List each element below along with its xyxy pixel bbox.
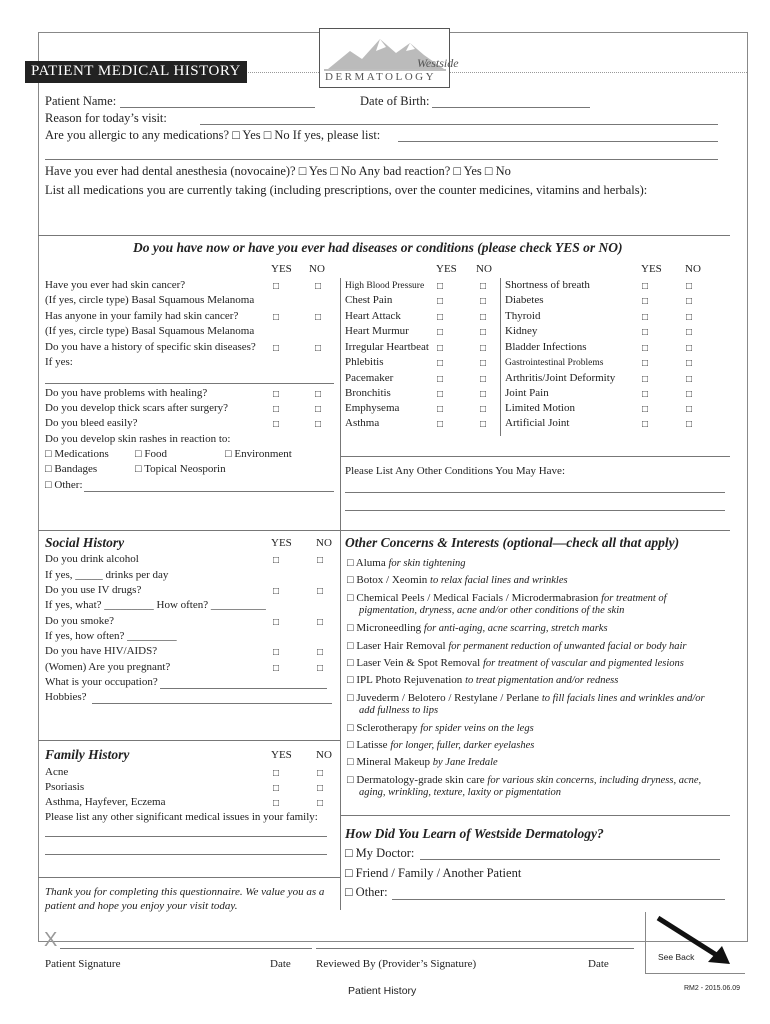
social-item: (Women) Are you pregnant? bbox=[45, 661, 171, 673]
yes-checkbox[interactable]: □ bbox=[437, 296, 444, 307]
medications-label: List all medications you are currently taking (including prescriptions, over the counter medicines, vitamins and herbals): bbox=[45, 183, 648, 197]
condition-label: Gastrointestinal Problems bbox=[505, 358, 604, 368]
no-checkbox[interactable]: □ bbox=[686, 389, 693, 400]
no-checkbox[interactable]: □ bbox=[480, 343, 487, 354]
concern-option[interactable]: □ Botox / Xeomin to relax facial lines and wrinkles bbox=[347, 574, 568, 586]
reason-label: Reason for today’s visit: bbox=[45, 111, 167, 125]
family-item: Please list any other significant medical issues in your family: bbox=[45, 811, 318, 823]
footer-title: Patient History bbox=[348, 985, 417, 997]
yes-checkbox[interactable]: □ bbox=[642, 296, 649, 307]
learn-heading: How Did You Learn of Westside Dermatology? bbox=[345, 826, 604, 841]
condition-label: High Blood Pressure bbox=[345, 281, 425, 291]
learn-option[interactable]: □ Friend / Family / Another Patient bbox=[345, 866, 522, 880]
doctor-field[interactable] bbox=[420, 859, 720, 860]
dob-field[interactable] bbox=[432, 107, 590, 108]
condition-label: Thyroid bbox=[505, 310, 541, 322]
disease-q: Do you have problems with healing? bbox=[45, 387, 208, 399]
condition-label: Heart Attack bbox=[345, 310, 401, 322]
no-checkbox[interactable]: □ bbox=[317, 783, 324, 794]
rash-other-field[interactable] bbox=[84, 491, 334, 492]
condition-label: Diabetes bbox=[505, 294, 544, 306]
diseases-heading: Do you have now or have you ever had diseases or conditions (please check YES or NO) bbox=[133, 240, 623, 255]
yes-header: YES bbox=[271, 263, 292, 275]
signature-x: X bbox=[44, 929, 58, 951]
yes-checkbox[interactable]: □ bbox=[642, 343, 649, 354]
no-checkbox[interactable]: □ bbox=[480, 312, 487, 323]
yes-checkbox[interactable]: □ bbox=[437, 343, 444, 354]
social-item: If yes, how often? _________ bbox=[45, 630, 177, 642]
occupation-field[interactable] bbox=[160, 688, 327, 689]
yes-checkbox[interactable]: □ bbox=[273, 281, 280, 292]
no-checkbox[interactable]: □ bbox=[317, 555, 324, 566]
condition-label: Kidney bbox=[505, 325, 538, 337]
concern-option[interactable]: □ Laser Vein & Spot Removal for treatment of vascular and pigmented lesions bbox=[347, 657, 684, 669]
concern-option[interactable]: □ Chemical Peels / Medical Facials / Microdermabrasion for treatment of bbox=[347, 592, 667, 604]
no-checkbox[interactable]: □ bbox=[480, 296, 487, 307]
no-checkbox[interactable]: □ bbox=[480, 419, 487, 430]
concern-option[interactable]: □ Aluma for skin tightening bbox=[347, 557, 466, 569]
no-checkbox[interactable]: □ bbox=[480, 358, 487, 369]
yes-checkbox[interactable]: □ bbox=[273, 419, 280, 430]
social-item: What is your occupation? bbox=[45, 676, 158, 688]
no-header: NO bbox=[476, 263, 492, 275]
yes-checkbox[interactable]: □ bbox=[642, 389, 649, 400]
disease-q: Do you bleed easily? bbox=[45, 417, 138, 429]
page-title: PATIENT MEDICAL HISTORY bbox=[25, 61, 247, 83]
no-checkbox[interactable]: □ bbox=[686, 374, 693, 385]
section-divider bbox=[38, 235, 730, 236]
section-divider bbox=[340, 815, 730, 816]
condition-label: Irregular Heartbeat bbox=[345, 341, 429, 353]
social-history-heading: Social History bbox=[45, 535, 125, 550]
concern-desc: pigmentation, dryness, acne and/or other conditions of the skin bbox=[359, 605, 625, 616]
family-issues-field[interactable] bbox=[45, 854, 327, 855]
no-checkbox[interactable]: □ bbox=[686, 296, 693, 307]
family-item: Acne bbox=[45, 766, 69, 778]
condition-label: Arthritis/Joint Deformity bbox=[505, 372, 616, 384]
rash-option[interactable]: □ Other: bbox=[45, 479, 83, 491]
no-header: NO bbox=[685, 263, 701, 275]
yes-checkbox[interactable]: □ bbox=[273, 586, 280, 597]
yes-checkbox[interactable]: □ bbox=[437, 389, 444, 400]
no-checkbox[interactable]: □ bbox=[317, 798, 324, 809]
learn-option[interactable]: □ Other: bbox=[345, 885, 388, 899]
no-checkbox[interactable]: □ bbox=[686, 358, 693, 369]
condition-label: Chest Pain bbox=[345, 294, 393, 306]
condition-label: Pacemaker bbox=[345, 372, 394, 384]
yes-checkbox[interactable]: □ bbox=[273, 798, 280, 809]
concerns-heading: Other Concerns & Interests (optional—check all that apply) bbox=[345, 535, 680, 550]
no-checkbox[interactable]: □ bbox=[315, 281, 322, 292]
no-checkbox[interactable]: □ bbox=[315, 389, 322, 400]
disease-q: Do you have a history of specific skin diseases? bbox=[45, 341, 256, 353]
no-checkbox[interactable]: □ bbox=[480, 404, 487, 415]
no-header: NO bbox=[309, 263, 325, 275]
concern-option[interactable]: □ Microneedling for anti-aging, acne scarring, stretch marks bbox=[347, 622, 608, 634]
condition-label: Phlebitis bbox=[345, 356, 384, 368]
no-header: NO bbox=[316, 749, 332, 761]
patient-name-field[interactable] bbox=[120, 107, 315, 108]
no-checkbox[interactable]: □ bbox=[686, 281, 693, 292]
condition-label: Artificial Joint bbox=[505, 417, 570, 429]
hobbies-field[interactable] bbox=[92, 703, 332, 704]
no-checkbox[interactable]: □ bbox=[317, 647, 324, 658]
no-header: NO bbox=[316, 537, 332, 549]
concern-desc: add fullness to lips bbox=[359, 705, 439, 716]
yes-checkbox[interactable]: □ bbox=[437, 327, 444, 338]
thanks-text: Thank you for completing this questionnaire. We value you as a bbox=[45, 886, 325, 898]
yes-checkbox[interactable]: □ bbox=[642, 281, 649, 292]
yes-checkbox[interactable]: □ bbox=[642, 358, 649, 369]
learn-option[interactable]: □ My Doctor: bbox=[345, 846, 415, 860]
yes-checkbox[interactable]: □ bbox=[273, 768, 280, 779]
other-source-field[interactable] bbox=[392, 899, 725, 900]
no-checkbox[interactable]: □ bbox=[315, 404, 322, 415]
condition-label: Joint Pain bbox=[505, 387, 549, 399]
yes-header: YES bbox=[641, 263, 662, 275]
logo-name: Westside bbox=[417, 56, 459, 70]
yes-checkbox[interactable]: □ bbox=[273, 389, 280, 400]
disease-q: Has anyone in your family had skin cancer? bbox=[45, 310, 239, 322]
rash-option[interactable]: □ Medications bbox=[45, 448, 109, 460]
no-checkbox[interactable]: □ bbox=[315, 419, 322, 430]
rash-option[interactable]: □ Topical Neosporin bbox=[135, 463, 226, 475]
logo-subtitle: DERMATOLOGY bbox=[325, 71, 437, 83]
column-divider bbox=[340, 530, 341, 910]
yes-checkbox[interactable]: □ bbox=[273, 404, 280, 415]
concern-option[interactable]: □ Mineral Makeup by Jane Iredale bbox=[347, 756, 498, 768]
no-checkbox[interactable]: □ bbox=[686, 404, 693, 415]
yes-checkbox[interactable]: □ bbox=[437, 312, 444, 323]
concern-desc: aging, wrinkling, texture, laxity or pigmentation bbox=[359, 787, 562, 798]
dob-label: Date of Birth: bbox=[360, 94, 430, 108]
yes-checkbox[interactable]: □ bbox=[642, 312, 649, 323]
yes-checkbox[interactable]: □ bbox=[273, 343, 280, 354]
yes-checkbox[interactable]: □ bbox=[437, 358, 444, 369]
allergy-field[interactable] bbox=[398, 141, 718, 142]
skin-disease-field[interactable] bbox=[45, 383, 334, 384]
rash-option[interactable]: □ Environment bbox=[225, 448, 292, 460]
section-divider bbox=[38, 877, 340, 878]
social-item: Do you smoke? bbox=[45, 615, 115, 627]
concern-option[interactable]: □ IPL Photo Rejuvenation to treat pigmentation and/or redness bbox=[347, 674, 619, 686]
no-checkbox[interactable]: □ bbox=[480, 374, 487, 385]
no-checkbox[interactable]: □ bbox=[317, 617, 324, 628]
disease-q: (If yes, circle type) Basal Squamous Melanoma bbox=[45, 325, 255, 337]
header-divider bbox=[232, 72, 747, 73]
date-label: Date bbox=[270, 958, 291, 970]
concern-option[interactable]: □ Laser Hair Removal for permanent reduction of unwanted facial or body hair bbox=[347, 640, 687, 652]
section-divider bbox=[38, 740, 340, 741]
yes-checkbox[interactable]: □ bbox=[437, 374, 444, 385]
disease-q: Have you ever had skin cancer? bbox=[45, 279, 186, 291]
column-divider bbox=[500, 278, 501, 436]
condition-label: Emphysema bbox=[345, 402, 400, 414]
thanks-text: patient and hope you enjoy your visit today. bbox=[45, 900, 238, 912]
condition-label: Asthma bbox=[345, 417, 380, 429]
yes-checkbox[interactable]: □ bbox=[642, 404, 649, 415]
anesthesia-label: Have you ever had dental anesthesia (novocaine)? □ Yes □ No Any bad reaction? □ Yes □ No bbox=[45, 164, 511, 178]
no-checkbox[interactable]: □ bbox=[686, 312, 693, 323]
yes-checkbox[interactable]: □ bbox=[437, 404, 444, 415]
rash-option[interactable]: □ Bandages bbox=[45, 463, 98, 475]
other-conditions-field[interactable] bbox=[345, 492, 725, 493]
yes-checkbox[interactable]: □ bbox=[642, 327, 649, 338]
concern-option[interactable]: □ Juvederm / Belotero / Restylane / Perlane to fill facials lines and wrinkles and/or bbox=[347, 692, 705, 704]
family-history-heading: Family History bbox=[45, 747, 130, 762]
condition-label: Limited Motion bbox=[505, 402, 575, 414]
yes-checkbox[interactable]: □ bbox=[437, 281, 444, 292]
yes-checkbox[interactable]: □ bbox=[273, 663, 280, 674]
disease-q: Do you develop thick scars after surgery? bbox=[45, 402, 229, 414]
no-checkbox[interactable]: □ bbox=[317, 768, 324, 779]
section-divider bbox=[38, 530, 730, 531]
yes-checkbox[interactable]: □ bbox=[273, 555, 280, 566]
condition-label: Heart Murmur bbox=[345, 325, 409, 337]
yes-checkbox[interactable]: □ bbox=[437, 419, 444, 430]
social-item: Do you have HIV/AIDS? bbox=[45, 645, 158, 657]
concern-option[interactable]: □ Dermatology-grade skin care for various skin concerns, including dryness, acne, bbox=[347, 774, 702, 786]
patient-signature-label: Patient Signature bbox=[45, 958, 121, 970]
section-divider bbox=[340, 456, 730, 457]
social-item: Hobbies? bbox=[45, 691, 87, 703]
social-item: Do you use IV drugs? bbox=[45, 584, 142, 596]
yes-checkbox[interactable]: □ bbox=[642, 374, 649, 385]
concern-option[interactable]: □ Sclerotherapy for spider veins on the legs bbox=[347, 722, 534, 734]
disease-q: Do you develop skin rashes in reaction to: bbox=[45, 433, 231, 445]
date-label: Date bbox=[588, 958, 609, 970]
allergy-label: Are you allergic to any medications? □ Yes □ No If yes, please list: bbox=[45, 128, 381, 142]
social-item: Do you drink alcohol bbox=[45, 553, 139, 565]
reason-field[interactable] bbox=[200, 124, 718, 125]
yes-checkbox[interactable]: □ bbox=[273, 617, 280, 628]
condition-label: Shortness of breath bbox=[505, 279, 590, 291]
yes-header: YES bbox=[271, 749, 292, 761]
no-checkbox[interactable]: □ bbox=[480, 389, 487, 400]
yes-checkbox[interactable]: □ bbox=[642, 419, 649, 430]
no-checkbox[interactable]: □ bbox=[686, 343, 693, 354]
allergy-field-2[interactable] bbox=[45, 159, 718, 160]
rash-option[interactable]: □ Food bbox=[135, 448, 168, 460]
social-item: If yes, what? _________ How often? __________ bbox=[45, 599, 266, 611]
patient-signature-field[interactable] bbox=[60, 948, 312, 949]
no-checkbox[interactable]: □ bbox=[686, 419, 693, 430]
provider-signature-label: Reviewed By (Provider’s Signature) bbox=[316, 958, 477, 970]
no-checkbox[interactable]: □ bbox=[317, 586, 324, 597]
no-checkbox[interactable]: □ bbox=[315, 343, 322, 354]
family-issues-field[interactable] bbox=[45, 836, 327, 837]
patient-name-label: Patient Name: bbox=[45, 94, 117, 108]
no-checkbox[interactable]: □ bbox=[480, 281, 487, 292]
disease-q: If yes: bbox=[45, 356, 73, 368]
provider-signature-field[interactable] bbox=[316, 948, 634, 949]
yes-checkbox[interactable]: □ bbox=[273, 312, 280, 323]
no-checkbox[interactable]: □ bbox=[686, 327, 693, 338]
concern-option[interactable]: □ Latisse for longer, fuller, darker eyelashes bbox=[347, 739, 535, 751]
yes-checkbox[interactable]: □ bbox=[273, 647, 280, 658]
condition-label: Bladder Infections bbox=[505, 341, 587, 353]
other-conditions-field[interactable] bbox=[345, 510, 725, 511]
social-item: If yes, _____ drinks per day bbox=[45, 569, 169, 581]
condition-label: Bronchitis bbox=[345, 387, 391, 399]
see-back-label: See Back bbox=[658, 952, 695, 962]
yes-header: YES bbox=[271, 537, 292, 549]
form-code: RM2 - 2015.06.09 bbox=[684, 985, 741, 992]
yes-header: YES bbox=[436, 263, 457, 275]
no-checkbox[interactable]: □ bbox=[480, 327, 487, 338]
column-divider bbox=[340, 278, 341, 530]
yes-checkbox[interactable]: □ bbox=[273, 783, 280, 794]
no-checkbox[interactable]: □ bbox=[317, 663, 324, 674]
disease-q: (If yes, circle type) Basal Squamous Melanoma bbox=[45, 294, 255, 306]
no-checkbox[interactable]: □ bbox=[315, 312, 322, 323]
family-item: Psoriasis bbox=[45, 781, 85, 793]
other-conditions-label: Please List Any Other Conditions You May Have: bbox=[345, 465, 565, 477]
family-item: Asthma, Hayfever, Eczema bbox=[45, 796, 166, 808]
